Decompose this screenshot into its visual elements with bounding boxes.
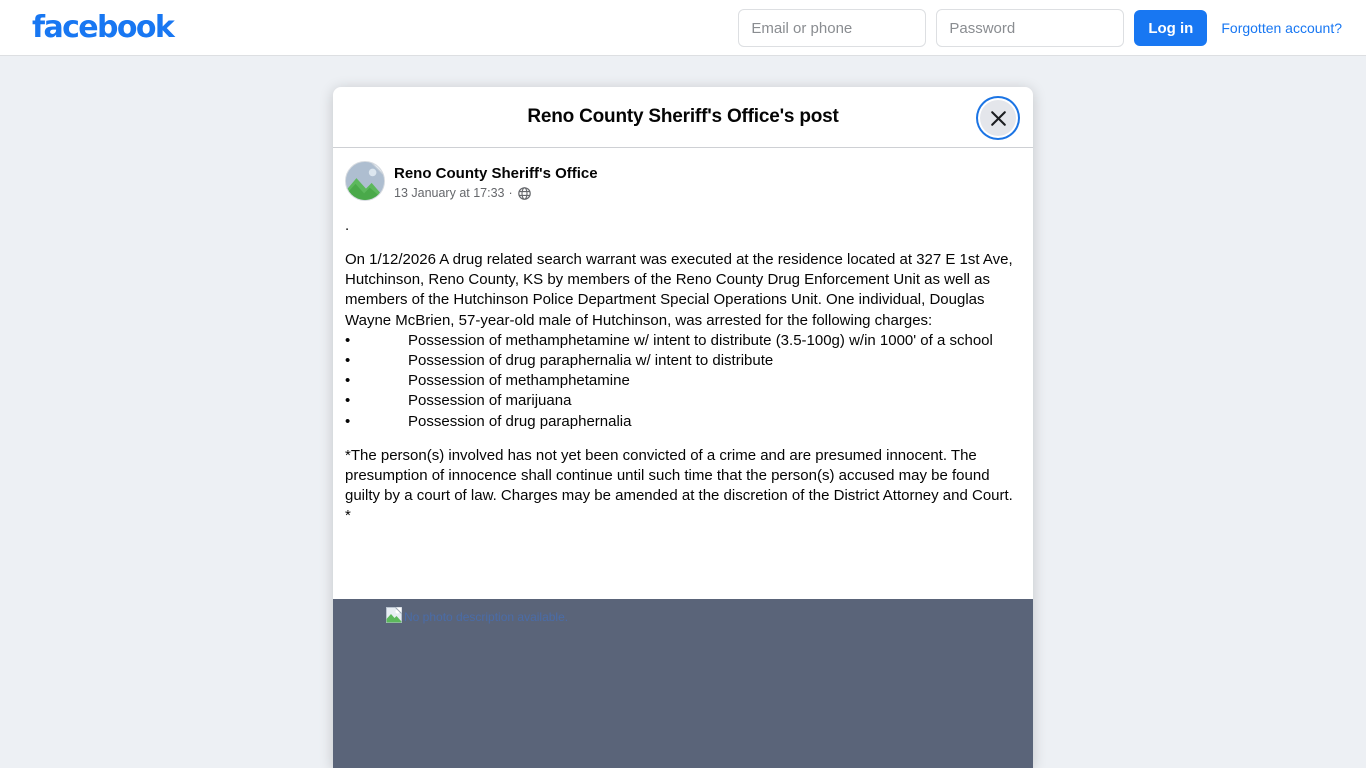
password-input[interactable]	[936, 9, 1124, 47]
post-modal-dialog	[333, 87, 1033, 768]
bullet-marker: •	[345, 412, 351, 430]
avatar[interactable]	[345, 161, 385, 201]
broken-image-avatar-icon	[346, 162, 384, 200]
charge-text: Possession of marijuana	[408, 392, 572, 410]
list-item	[345, 371, 1021, 391]
bullet-marker: •	[345, 372, 351, 390]
meta-separator: ·	[508, 186, 513, 200]
charge-text: Possession of methamphetamine w/ intent to distribute (3.5-100g) w/in 1000' of a school	[408, 331, 993, 349]
broken-image-icon	[386, 607, 402, 626]
email-or-phone-input[interactable]	[738, 9, 926, 47]
charge-text: Possession of methamphetamine	[408, 372, 630, 390]
charge-text: Possession of drug paraphernalia	[408, 412, 632, 430]
close-icon	[990, 110, 1007, 127]
modal-header	[333, 87, 1033, 148]
post-paragraph-1: On 1/12/2026 A drug related search warrant was executed at the residence located at 327 E 1st Ave, Hutchinson, Reno County, KS by members of the Reno County Drug Enforcement Unit as well as members of the Hutchinson Police Department Special Operations Unit. One individual, Douglas Wayne McBrien, 57-year-old male of Hutchinson, was arrested for the following charges:	[345, 251, 1013, 329]
post-message	[345, 216, 1021, 527]
post-content	[333, 148, 1033, 527]
bullet-marker: •	[345, 392, 351, 410]
post-author-name[interactable]: Reno County Sheriff's Office	[394, 165, 598, 182]
globe-icon[interactable]	[518, 187, 531, 200]
post-author-row	[345, 161, 1021, 202]
bullet-marker: •	[345, 352, 351, 370]
post-meta-row	[394, 185, 598, 202]
broken-image-placeholder	[386, 607, 568, 626]
login-form	[738, 9, 1356, 47]
log-in-button[interactable]: Log in	[1134, 10, 1207, 46]
list-item	[345, 391, 1021, 411]
author-meta	[394, 161, 598, 202]
post-disclaimer-tail: *	[345, 507, 351, 525]
list-item	[345, 412, 1021, 432]
photo-alt-text: No photo description available.	[404, 609, 569, 624]
close-button[interactable]	[980, 100, 1016, 136]
charges-list	[345, 331, 1021, 432]
post-lone-dot: .	[345, 217, 350, 234]
forgotten-account-link[interactable]: Forgotten account?	[1221, 20, 1342, 36]
facebook-top-header	[0, 0, 1366, 56]
list-item	[345, 331, 1021, 351]
facebook-logo[interactable]: facebook	[32, 10, 174, 45]
post-photo-attachment[interactable]	[333, 599, 1033, 768]
bullet-marker: •	[345, 331, 351, 349]
list-item	[345, 351, 1021, 371]
modal-title: Reno County Sheriff's Office's post	[527, 106, 839, 127]
charge-text: Possession of drug paraphernalia w/ intent to distribute	[408, 352, 774, 370]
post-timestamp[interactable]: 13 January at 17:33	[394, 186, 505, 200]
post-disclaimer: *The person(s) involved has not yet been convicted of a crime and are presumed innocent. The presumption of innocence shall continue until such time that the person(s) accused may be found guilty by a court of law. Charges may be amended at the discretion of the District Attorney and Court.	[345, 446, 1013, 505]
